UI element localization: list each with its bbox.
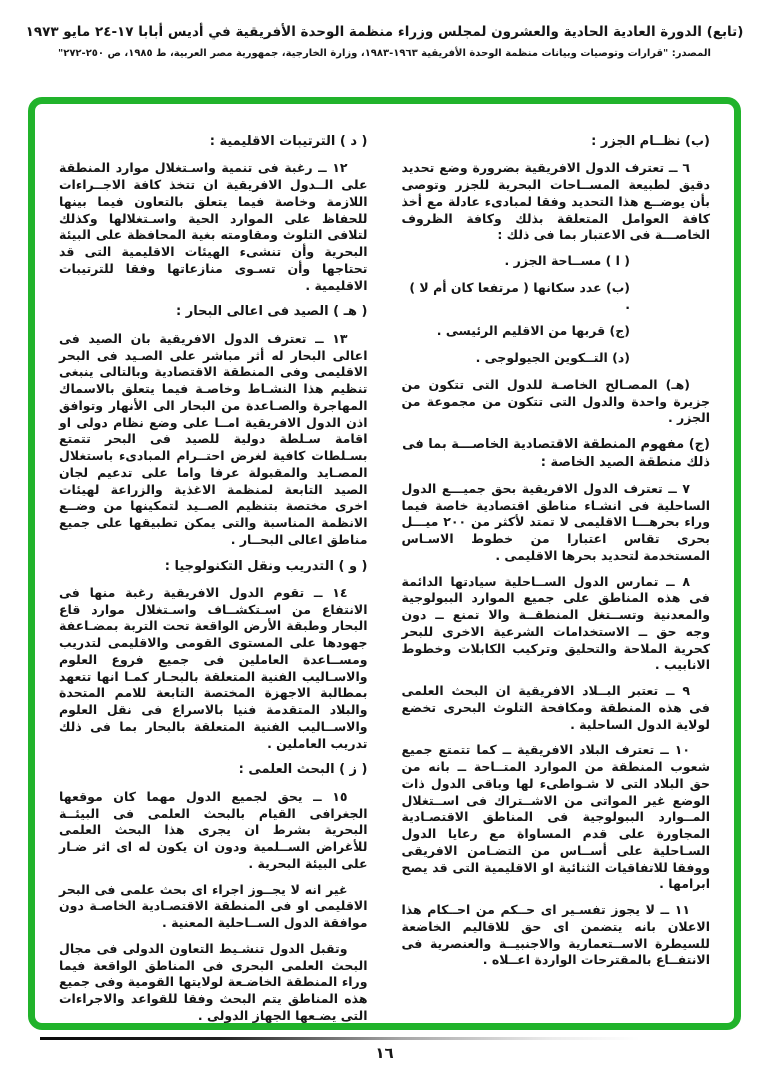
text-block-para: ١٣ ــ تعترف الدول الافريقية بان الصيد فى اعالى البحار له أثر مباشر على الصـيد فى البحر الاقليمى وفى المنطقة الاقتصادية وبالتالى ينبغى تنظيم هذا النشـاط وخاصـة فيما يتعلق بالاسماك المهاجرة والصـاعدة من البحار الى الأنهار وتوافق اذن الدول الافريقية امــا على وضع نظام دولى او اقامة سـلطة دولية للصيد فى البحر تتمتع بسـلطات كافية لغرض احتــرام المبادىء باستغلال المصـايد والمقبولة عرفا واما على تدعيم لجان الصيد التابعة لمنظمة الاغذية والزراعة لهيئات اخرى مختصة بتنظيم الصــيد لتمكينها من وضــع الانظمة المناسبة والتى يمكن تطبيقها على جميع مناطق اعالى البحــار .: [59, 330, 368, 547]
page-header: [0, 24, 769, 59]
two-column-layout: [35, 104, 734, 1023]
text-block-heading: ( د ) الترتيبات الاقليمية :: [209, 134, 368, 149]
text-block-heading: ( ز ) البحث العلمى :: [238, 762, 368, 778]
column-right: [402, 124, 711, 1013]
text-block-heading: ( هـ ) الصيد فى اعالى البحار :: [176, 304, 368, 320]
text-block-para: ١١ ــ لا يجوز تفسـير اى حــكم من احــكام هذا الاعلان بانه يتضمن اى حق للاقاليم الخاضعة للسيطرة الاســتعمارية والاجنبيــة والعنصرية فى الانتفــاع بالمقترحات الواردة اعــلاه .: [401, 902, 710, 968]
text-block-para: ١٥ ــ يحق لجميع الدول مهما كان موقعها الجغرافى القيام بالبحث العلمى فى البيئــة البحرية بشرط ان يجرى هذا البحث العلمى للأغراض الســلمية ودون ان يكون له اى اثر ضـار على البيئة البحرية .: [59, 788, 368, 871]
page-number: ١٦: [375, 1044, 394, 1062]
text-block-para: ١٢ ــ رغبة فى تنمية واسـتغلال موارد المنطقة على الــدول الافريقية ان تتخذ كافة الاجــراءات اللازمة وخاصة فيما يتعلق بالتعاون فيما بينها للحفاظ على الموارد الحية واسـتغلالها وكذلك لتلافى التلوث ومقاومته بغية المحافظة على البيئة البحرية وأن تنشىء الهيئات الاقليمية التى قد تحتاجها وأن تسـوى منازعاتها وفقا للترتيبات الاقليمية .: [59, 160, 368, 293]
text-block-para: ٨ ــ تمارس الدول الســاحلية سيادتها الدائمة فى هذه المناطق على جميع الموارد الببولوجية والمعدنية وتســتغل المنطقــة والا تمنع ــ دون وجه حق ــ الاستخدامات الشرعية الاخرى للبحر كحرية الملاحة والتحليق وتركيب الكابلات وخطوط الانابيب .: [401, 573, 710, 673]
text-block-heading: (ب) نظــام الجزر :: [591, 134, 710, 149]
text-block-item: (د) التــكوين الجيولوجى .: [475, 350, 630, 366]
source-citation: المصدر: "قرارات وتوصيات وبيانات منظمة الوحدة الأفريقية ١٩٦٣-١٩٨٣، وزارة الخارجية، جمهورية مصر العربية، ط ١٩٨٥، ص ٢٥٠-٢٧٢": [58, 48, 711, 59]
text-block-item: (ب) عدد سكانها ( مرتفعا كان أم لا ) .: [409, 279, 630, 312]
text-block-para: (هـ) المصـالح الخاصـة للدول التى تتكون من جزيرة واحدة والدول التى تتكون من مجموعة من الجزر .: [401, 376, 710, 426]
text-block-para: ٧ ــ تعترف الدول الافريقية بحق جميـــع الدول الساحلية فى انشـاء مناطق اقتصادية خاصة فيما وراء بحرهـــا الاقليمى لا تمتد لأكثر من ٢٠٠ ميـــل بحرى تقاس اعتبارا من خطوط الاسـاس المستخدمة لتحديد بحرها الاقليمى .: [401, 480, 710, 563]
text-block-item: ( ا ) مســاحة الجزر .: [504, 253, 630, 269]
column-left: [59, 124, 368, 1023]
text-block-item: (ج) قربها من الاقليم الرئيسى .: [436, 323, 630, 339]
document-title: (تابع) الدورة العادية الحادية والعشرون لمجلس وزراء منظمة الوحدة الأفريقية في أديس أبابا ١٧-٢٤ مايو ١٩٧٣: [25, 24, 744, 40]
text-block-para: وتقبل الدول تنشـيط التعاون الدولى فى مجال البحث العلمى البحرى فى المناطق الواقعة فيما وراء المنطقة الخاضـعة لولايتها القومية وفى جميع هذه المناطق يتم البحث وفقا للقواعد والاجراءات التى يضـعها الجهاز الدولى .: [59, 940, 368, 1023]
text-block-para: ١٠ ــ تعترف البلاد الافريقية ــ كما تتمتع جميع شعوب المنطقة من الموارد المتــاحة ــ بانه من حق البلاد التى لا شـواطىء لها وباقى الدول ذات الوضع غير المواتى من الاشــتراك فى اســتغلال المــوارد الببولوجية فى المناطق الاقتصـادية المجاورة على قدم المساواة مع رعايا الدول السـاحلية على أســاس من التضـامن الافريقى ووفقا للاتفاقيات الثنائية او الاقليمية التى قد يصح ابرامها .: [401, 742, 710, 892]
scan-artifact-line: [40, 1037, 640, 1040]
content-frame: [28, 97, 741, 1030]
text-block-heading: (ج) مفهوم المنطقة الاقتصادية الخاصـــة بما فى ذلك منطقة الصيد الخاصة :: [402, 437, 710, 470]
text-block-para: ٦ ــ تعترف الدول الافريقية بضرورة وضع تحديد دقيق لطبيعة المســاحات البحرية للجزر وتوصى بأن يوضــع هذا التحديد وفقا لمبادىء عادلة مع أخذ كافة العوامل المتعلقة بذلك وكافة الظروف الخاصـــة فى الاعتبار بما فى ذلك :: [401, 160, 710, 243]
text-block-heading: ( و ) التدريب ونقل التكنولوجيا :: [164, 558, 368, 574]
text-block-para: غير انه لا يجــوز اجراء اى بحث علمى فى البحر الاقليمى او فى المنطقة الاقتصـادية الخاصـة دون موافقة الدول الســاحلية المعنية .: [59, 881, 368, 931]
text-block-para: ١٤ ــ تقوم الدول الافريقية رغبة منها فى الانتفاع من اسـتكشــاف واسـتغلال موارد قاع البحار وطبقة الأرض الواقعة تحت التربة بمضـاعفة جهودها على المستوى القومى والاقليمى لتدريب ومســاعدة العاملين فى جميع فروع العلوم والاسـاليب الفنية المتعلقة بالبحـار كمـا انها تتعهد بمطالبة الاجهزة المختصة التابعة للامم المتحدة والبلاد المتقدمة فنيا بالاسراع فى نقل العلوم والاســاليب الفنية المتعلقة بالبحار بما فى ذلك تدريب العاملين .: [59, 584, 368, 751]
text-block-para: ٩ ــ تعتبر البــلاد الافريقية ان البحث العلمى فى هذه المنطقة ومكافحة التلوث البحرى تخضع لولاية الدول الساحلية .: [401, 683, 710, 732]
